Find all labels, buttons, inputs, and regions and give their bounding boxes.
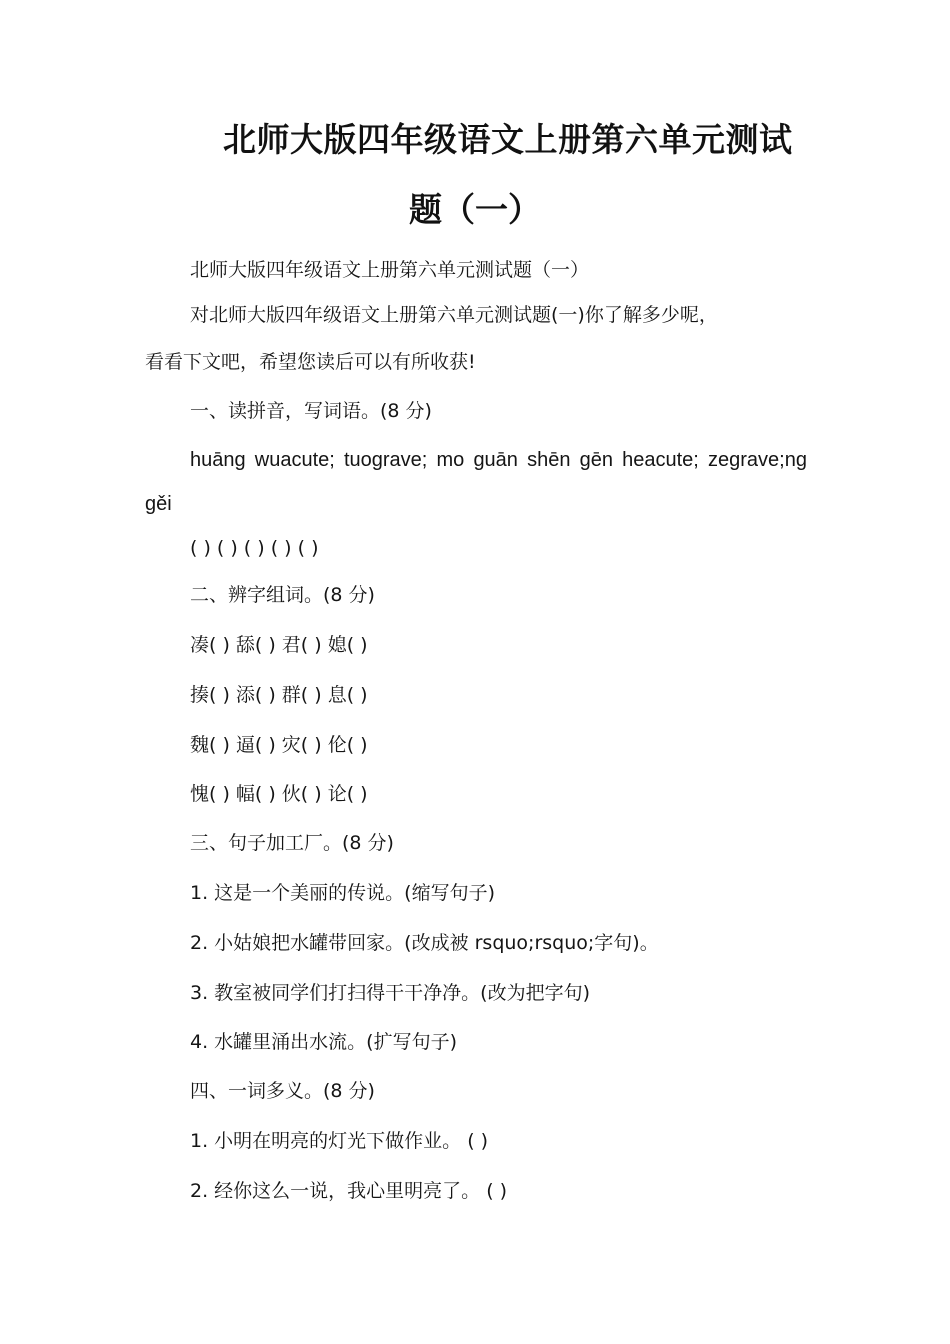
sentence-item-4: 4. 水罐里涌出水流。(扩写句子) (190, 1031, 457, 1053)
intro-paragraph-line-2: 看看下文吧，希望您读后可以有所收获! (145, 351, 476, 373)
intro-paragraph-line-1: 对北师大版四年级语文上册第六单元测试题(一)你了解多少呢， (190, 304, 718, 326)
pinyin-word: heacute; (622, 449, 699, 471)
meaning-item-1: 1. 小明在明亮的灯光下做作业。 ( ) (190, 1130, 489, 1152)
meaning-item-2: 2. 经你这么一说，我心里明亮了。 ( ) (190, 1180, 508, 1202)
sentence-item-3: 3. 教室被同学们打扫得干干净净。(改为把字句) (190, 982, 590, 1004)
pinyin-word: guān (473, 449, 518, 471)
sentence-item-2: 2. 小姑娘把水罐带回家。(改成被 rsquo;rsquo;字句)。 (190, 932, 659, 954)
subtitle-paragraph: 北师大版四年级语文上册第六单元测试题（一） (190, 259, 590, 281)
sentence-item-1: 1. 这是一个美丽的传说。(缩写句子) (190, 882, 495, 904)
section-heading-4: 四、一词多义。(8 分) (190, 1080, 375, 1102)
page-title-line-1: 北师大版四年级语文上册第六单元测试 (223, 120, 793, 159)
pinyin-line-continued: gěi (145, 493, 172, 515)
pinyin-word: tuograve; (343, 449, 428, 471)
answer-blanks: ( ) ( ) ( ) ( ) ( ) (190, 537, 319, 559)
char-group-row-3: 魏( ) 逼( ) 灾( ) 伦( ) (190, 734, 368, 756)
section-heading-3: 三、句子加工厂。(8 分) (190, 832, 394, 854)
pinyin-word: shēn (527, 449, 571, 471)
pinyin-word: gēn (579, 449, 613, 471)
char-group-row-2: 揍( ) 添( ) 群( ) 息( ) (190, 684, 368, 706)
pinyin-word: zegrave;ng (707, 449, 807, 471)
page-title-line-2: 题（一） (409, 190, 541, 229)
pinyin-word: mo (436, 449, 465, 471)
pinyin-word: huāng (190, 449, 246, 471)
char-group-row-1: 凑( ) 舔( ) 君( ) 媳( ) (190, 634, 368, 656)
section-heading-2: 二、辨字组词。(8 分) (190, 584, 375, 606)
section-heading-1: 一、读拼音，写词语。(8 分) (190, 400, 432, 422)
pinyin-line (190, 447, 807, 473)
char-group-row-4: 愧( ) 幅( ) 伙( ) 论( ) (190, 783, 368, 805)
pinyin-word: wuacute; (254, 449, 335, 471)
